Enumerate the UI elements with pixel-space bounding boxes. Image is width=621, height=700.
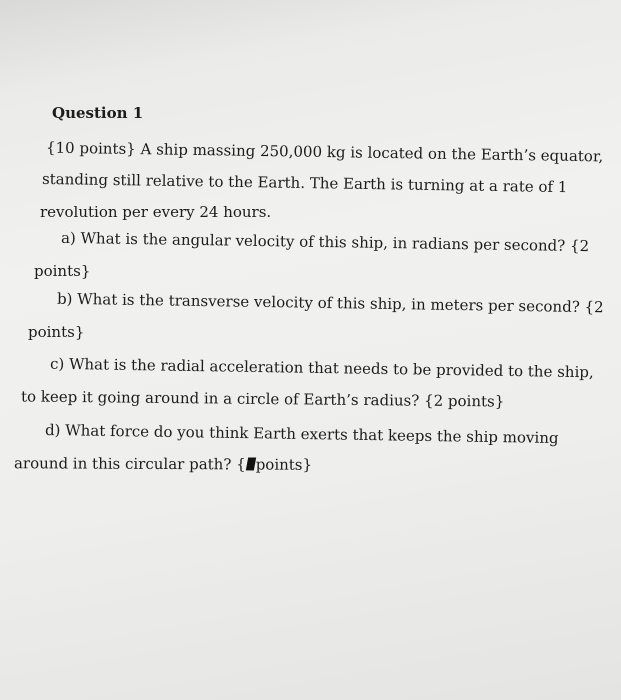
part-d-line-2-text: around in this circular path? { [13,454,246,474]
part-a-line-1: a) What is the angular velocity of this ship, in radians per second? {2 [60,228,590,256]
intro-line-1: {10 points} A ship massing 250,000 kg is located on the Earth’s equator, [45,138,604,166]
part-c-line-2: to keep it going around in a circle of Earth’s radius? {2 points} [20,387,505,411]
question-heading: Question 1 [52,104,144,122]
part-d-line-2 [14,454,312,474]
part-b-line-2: points} [28,323,85,341]
intro-line-3: revolution per every 24 hours. [40,203,272,221]
part-d-line-2-end: points} [255,455,313,474]
intro-line-2: standing still relative to the Earth. The Earth is turning at a rate of 1 [41,169,568,197]
part-c-line-1: c) What is the radial acceleration that needs to be provided to the ship, [49,354,594,382]
redaction-mark [246,457,256,470]
part-b-line-1: b) What is the transverse velocity of this ship, in meters per second? {2 [56,289,604,317]
part-a-line-2: points} [34,262,91,280]
part-d-line-1: d) What force do you think Earth exerts that keeps the ship moving [44,420,559,448]
